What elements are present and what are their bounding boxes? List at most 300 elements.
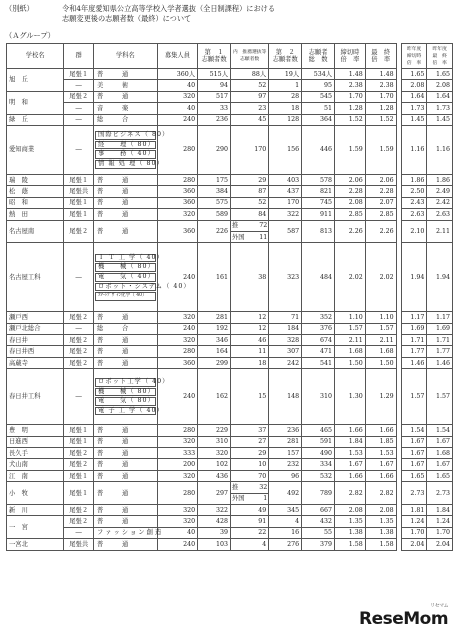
- col-header-total: 志願者 総 数: [302, 44, 335, 69]
- table-cell: 515人: [198, 69, 231, 80]
- table-cell: 10: [231, 459, 269, 470]
- table-cell: 428: [198, 516, 231, 527]
- table-cell: 2.50: [401, 186, 426, 197]
- table-cell: 23: [231, 103, 269, 114]
- table-cell: 471: [302, 346, 335, 357]
- table-cell: 2.73: [427, 482, 453, 505]
- inner-value: 1: [263, 495, 268, 503]
- table-cell: 2.04: [427, 539, 453, 550]
- table-cell: 普 通: [94, 91, 158, 102]
- table-cell: 尾張２: [64, 335, 94, 346]
- inner-label: 推: [232, 483, 239, 491]
- col-header-cutoff: 締切時 倍 率: [335, 44, 366, 69]
- col-header-prev-final: 昨年度 最 終 倍 率: [427, 44, 453, 69]
- table-cell: 1.66: [365, 425, 396, 436]
- inner-label: 外国: [232, 495, 245, 503]
- table-cell: 1.53: [335, 448, 366, 459]
- doc-title-line2: 志願変更後の志願者数（最終）について: [62, 14, 192, 23]
- table-cell: 346: [198, 335, 231, 346]
- table-cell: 97: [231, 91, 269, 102]
- table-cell: 尾張１: [64, 482, 94, 505]
- table-cell: 33: [198, 103, 231, 114]
- table-cell: 2.63: [401, 209, 426, 220]
- table-cell: 1.57: [427, 369, 453, 425]
- table-cell: 2.02: [335, 243, 366, 312]
- table-cell: 320: [157, 335, 197, 346]
- table-cell: 普 通: [94, 436, 158, 447]
- table-cell: 323: [269, 243, 302, 312]
- table-cell: 162: [198, 369, 231, 425]
- table-cell: 91: [231, 516, 269, 527]
- table-cell: 1.46: [401, 357, 426, 368]
- table-cell: 587: [269, 220, 302, 243]
- school-name: 愛知商業: [7, 125, 64, 174]
- table-cell: ―: [64, 369, 94, 425]
- table-cell: 1.10: [365, 312, 396, 323]
- table-cell: ―: [64, 527, 94, 538]
- school-name: 瀬戸西: [7, 312, 64, 323]
- table-cell: 2.38: [335, 80, 366, 91]
- school-name: 一宮北: [7, 539, 64, 550]
- table-cell: 403: [269, 174, 302, 185]
- table-cell: 尾張２: [64, 459, 94, 470]
- col-header-second: 第 ２ 志願者数: [269, 44, 302, 69]
- table-row: [7, 470, 453, 481]
- table-cell: 384: [198, 186, 231, 197]
- table-cell: 2.11: [335, 335, 366, 346]
- table-cell: 1.70: [335, 91, 366, 102]
- table-cell: 尾張共: [64, 186, 94, 197]
- table-cell: 1.29: [365, 369, 396, 425]
- table-cell: 普 通: [94, 459, 158, 470]
- table-cell: 1.68: [365, 346, 396, 357]
- table-row: [7, 369, 453, 425]
- table-cell: 376: [302, 323, 335, 334]
- table-cell: 2.82: [335, 482, 366, 505]
- table-cell: 322: [269, 209, 302, 220]
- table-cell: 1.65: [401, 69, 426, 80]
- table-cell: 1.57: [365, 323, 396, 334]
- table-cell: 1.77: [401, 346, 426, 357]
- table-cell: 240: [157, 369, 197, 425]
- table-cell: 320: [198, 448, 231, 459]
- table-cell: 尾張１: [64, 174, 94, 185]
- table-row: [7, 504, 453, 515]
- table-cell: 242: [269, 357, 302, 368]
- table-cell: 1.57: [401, 369, 426, 425]
- table-cell: 普 通: [94, 209, 158, 220]
- table-cell: 276: [269, 539, 302, 550]
- school-name: 熱 田: [7, 209, 64, 220]
- table-row: [7, 527, 453, 538]
- table-cell: 1.67: [401, 436, 426, 447]
- table-cell: 尾張１: [64, 69, 94, 80]
- table-cell: ―: [64, 80, 94, 91]
- table-cell: 1.54: [427, 425, 453, 436]
- table-cell: 普 通: [94, 174, 158, 185]
- table-cell: 1.67: [427, 436, 453, 447]
- table-cell: 2.28: [365, 186, 396, 197]
- table-cell: 88人: [231, 69, 269, 80]
- dept-sublist: [94, 369, 170, 425]
- table-cell: 175: [198, 174, 231, 185]
- table-row: [7, 323, 453, 334]
- table-cell: 1.77: [427, 346, 453, 357]
- table-cell: 1.45: [401, 114, 426, 125]
- table-cell: 95: [302, 80, 335, 91]
- table-cell: 1.71: [401, 335, 426, 346]
- table-cell: 360: [157, 220, 197, 243]
- table-cell: 1.67: [335, 459, 366, 470]
- table-cell: 尾張２: [64, 448, 94, 459]
- table-cell: 46: [231, 335, 269, 346]
- table-cell: 尾張２: [64, 516, 94, 527]
- table-row: [7, 197, 453, 208]
- table-cell: 1.64: [427, 91, 453, 102]
- table-row: [7, 80, 453, 91]
- table-cell: 492: [269, 482, 302, 505]
- table-cell: 161: [198, 243, 231, 312]
- inner-value: 72: [259, 222, 268, 230]
- dept-sublist: [94, 125, 170, 174]
- table-cell: 普 通: [94, 346, 158, 357]
- table-cell: 普 通: [94, 516, 158, 527]
- table-cell: 2.08: [401, 80, 426, 91]
- table-cell: 436: [198, 470, 231, 481]
- table-cell: ―: [64, 323, 94, 334]
- table-cell: 40: [157, 527, 197, 538]
- dept-item: 事 務（ 40）: [95, 150, 156, 159]
- table-cell: 360: [157, 197, 197, 208]
- table-cell: 575: [198, 197, 231, 208]
- table-cell: 789: [302, 482, 335, 505]
- table-cell: 333: [157, 448, 197, 459]
- table-cell: 4: [231, 539, 269, 550]
- table-cell: 484: [302, 243, 335, 312]
- table-cell: 156: [269, 125, 302, 174]
- table-cell: 普 通: [94, 448, 158, 459]
- table-cell: 15: [231, 369, 269, 425]
- table-cell: 尾張２: [64, 220, 94, 243]
- table-cell: 1.70: [365, 91, 396, 102]
- table-cell: 2.10: [401, 220, 426, 243]
- table-cell: 29: [231, 174, 269, 185]
- table-cell: 1.35: [365, 516, 396, 527]
- dept-item: ロボット工学（ 40）: [95, 378, 156, 387]
- col-header-quota: 募集人員: [157, 44, 197, 69]
- table-cell: 1.67: [427, 459, 453, 470]
- dept-item: 電 気（ 40）: [95, 273, 156, 282]
- col-header-prev-cutoff: 昨年度 締切時 倍 率: [401, 44, 426, 69]
- table-cell: 379: [302, 539, 335, 550]
- table-cell: ―: [64, 243, 94, 312]
- table-cell: 2.02: [365, 243, 396, 312]
- table-cell: 1.67: [401, 448, 426, 459]
- col-header-first: 第 １ 志願者数: [198, 44, 231, 69]
- table-cell: 1.86: [427, 174, 453, 185]
- table-cell: 27: [231, 436, 269, 447]
- table-cell: 96: [269, 470, 302, 481]
- table-row: [7, 459, 453, 470]
- dept-item: 機 械（ 80）: [95, 263, 156, 272]
- table-cell: 1.94: [427, 243, 453, 312]
- table-cell: 普 通: [94, 220, 158, 243]
- table-cell: 2.08: [335, 504, 366, 515]
- table-header-row: [7, 44, 453, 69]
- table-cell: 94: [198, 80, 231, 91]
- table-cell: ―: [64, 114, 94, 125]
- table-cell: 45: [231, 114, 269, 125]
- table-cell: 1.59: [335, 125, 366, 174]
- table-cell: 1.58: [365, 539, 396, 550]
- table-cell: 674: [302, 335, 335, 346]
- table-cell: 1.54: [401, 425, 426, 436]
- table-cell: 12: [231, 312, 269, 323]
- inner-label: 推: [232, 222, 239, 230]
- table-cell: 19人: [269, 69, 302, 80]
- school-name: 小 牧: [7, 482, 64, 505]
- table-cell: 2.85: [335, 209, 366, 220]
- table-cell: 148: [269, 369, 302, 425]
- inner-value: 11: [259, 233, 268, 241]
- table-cell: 11: [231, 346, 269, 357]
- table-cell: 164: [198, 346, 231, 357]
- table-cell: 280: [157, 125, 197, 174]
- table-cell: 1.28: [365, 103, 396, 114]
- table-cell: 667: [302, 504, 335, 515]
- school-name: 犬山南: [7, 459, 64, 470]
- table-cell: 170: [269, 197, 302, 208]
- table-cell: 1.24: [427, 516, 453, 527]
- applicant-table-wrap: [6, 43, 453, 551]
- table-cell: 1.52: [365, 114, 396, 125]
- table-cell: 322: [198, 504, 231, 515]
- table-cell: 尾張２: [64, 504, 94, 515]
- table-cell: 1: [269, 80, 302, 91]
- table-cell: 320: [157, 91, 197, 102]
- table-cell: 320: [157, 436, 197, 447]
- table-cell: 184: [269, 323, 302, 334]
- table-cell: 1.66: [365, 470, 396, 481]
- table-cell: 音 楽: [94, 103, 158, 114]
- table-cell: 1.64: [401, 91, 426, 102]
- table-cell: 美 術: [94, 80, 158, 91]
- table-cell: 普 通: [94, 504, 158, 515]
- table-cell: 尾張１: [64, 470, 94, 481]
- table-cell: 591: [302, 436, 335, 447]
- col-header-dept: 学科名: [94, 44, 158, 69]
- table-cell: 2.11: [365, 335, 396, 346]
- table-cell: 821: [302, 186, 335, 197]
- table-cell: 2.42: [427, 197, 453, 208]
- table-row: [7, 186, 453, 197]
- table-cell: 尾張１: [64, 425, 94, 436]
- table-cell: 尾張２: [64, 346, 94, 357]
- table-cell: 1.94: [401, 243, 426, 312]
- table-cell: 1.81: [401, 504, 426, 515]
- table-cell: 236: [198, 114, 231, 125]
- table-row: [7, 125, 453, 174]
- table-cell: 232: [269, 459, 302, 470]
- table-cell: 1.48: [335, 69, 366, 80]
- school-name: 日進西: [7, 436, 64, 447]
- table-cell: 1.53: [365, 448, 396, 459]
- table-cell: 1.52: [335, 114, 366, 125]
- table-cell: 578: [302, 174, 335, 185]
- table-cell: 745: [302, 197, 335, 208]
- table-cell: 320: [157, 312, 197, 323]
- table-cell: 1.10: [335, 312, 366, 323]
- table-cell: 307: [269, 346, 302, 357]
- table-cell: 37: [231, 425, 269, 436]
- table-cell: 1.73: [427, 103, 453, 114]
- table-cell: ファッション創造: [94, 527, 158, 538]
- table-cell: 1.70: [401, 527, 426, 538]
- table-cell: 1.38: [335, 527, 366, 538]
- dept-item: 機 械（ 80）: [95, 388, 156, 397]
- school-name: 長久手: [7, 448, 64, 459]
- table-cell: 1.16: [427, 125, 453, 174]
- table-cell: 2.38: [365, 80, 396, 91]
- table-cell: 532: [302, 470, 335, 481]
- table-cell: 普 通: [94, 425, 158, 436]
- table-body: [7, 69, 453, 551]
- inner-split-cell: [231, 231, 269, 242]
- table-cell: 普 通: [94, 335, 158, 346]
- table-cell: 尾張１: [64, 209, 94, 220]
- table-cell: 1.16: [401, 125, 426, 174]
- table-cell: 普 通: [94, 197, 158, 208]
- table-cell: 1.48: [365, 69, 396, 80]
- table-cell: 1.69: [401, 323, 426, 334]
- table-cell: 16: [269, 527, 302, 538]
- table-cell: 尾張２: [64, 357, 94, 368]
- table-cell: 103: [198, 539, 231, 550]
- table-row: [7, 346, 453, 357]
- table-cell: 299: [198, 357, 231, 368]
- table-cell: 240: [157, 323, 197, 334]
- school-name: 緑 丘: [7, 114, 64, 125]
- table-cell: 38: [231, 243, 269, 312]
- table-cell: 普 通: [94, 69, 158, 80]
- table-cell: 200: [157, 459, 197, 470]
- table-row: [7, 69, 453, 80]
- table-cell: 2.85: [365, 209, 396, 220]
- dept-item: ｽﾏｰﾄﾃﾞｻﾞｲﾝ化学（ 40）: [95, 292, 156, 301]
- table-cell: 尾張１: [64, 436, 94, 447]
- table-cell: 1.68: [335, 346, 366, 357]
- table-cell: 534人: [302, 69, 335, 80]
- table-cell: 87: [231, 186, 269, 197]
- school-name: 春日井西: [7, 346, 64, 357]
- table-cell: 360: [157, 357, 197, 368]
- table-cell: 240: [157, 243, 197, 312]
- table-cell: 51: [302, 103, 335, 114]
- table-row: [7, 482, 453, 493]
- table-cell: 310: [302, 369, 335, 425]
- table-cell: 1.17: [427, 312, 453, 323]
- table-cell: 1.68: [427, 448, 453, 459]
- table-cell: 281: [198, 312, 231, 323]
- table-row: [7, 103, 453, 114]
- school-name: 名古屋工科: [7, 243, 64, 312]
- table-cell: 541: [302, 357, 335, 368]
- table-cell: 2.04: [401, 539, 426, 550]
- table-cell: 2.06: [335, 174, 366, 185]
- inner-split-cell: [231, 220, 269, 231]
- table-cell: 1.70: [427, 527, 453, 538]
- table-cell: 1.50: [335, 357, 366, 368]
- table-cell: 1.65: [427, 69, 453, 80]
- table-cell: 320: [157, 470, 197, 481]
- table-cell: 1.50: [365, 357, 396, 368]
- table-cell: 4: [269, 516, 302, 527]
- table-cell: 55: [302, 527, 335, 538]
- table-cell: 39: [198, 527, 231, 538]
- table-cell: 普 通: [94, 470, 158, 481]
- table-cell: 364: [302, 114, 335, 125]
- table-cell: 545: [302, 91, 335, 102]
- table-cell: 310: [198, 436, 231, 447]
- col-header-gun: 群: [64, 44, 94, 69]
- table-cell: 334: [302, 459, 335, 470]
- table-cell: 1.67: [365, 459, 396, 470]
- table-cell: 320: [157, 209, 197, 220]
- table-cell: 1.30: [335, 369, 366, 425]
- resemom-logo: リセマム ReseMom: [359, 603, 449, 629]
- table-cell: 240: [157, 539, 197, 550]
- table-row: [7, 220, 453, 231]
- table-row: [7, 357, 453, 368]
- inner-split-cell: [231, 482, 269, 493]
- table-row: [7, 516, 453, 527]
- table-cell: 1.84: [427, 504, 453, 515]
- inner-split-cell: [231, 493, 269, 504]
- table-row: [7, 312, 453, 323]
- table-cell: 総 合: [94, 114, 158, 125]
- table-row: [7, 436, 453, 447]
- table-cell: 446: [302, 125, 335, 174]
- table-cell: 普 通: [94, 482, 158, 505]
- table-cell: 328: [269, 335, 302, 346]
- table-cell: 1.66: [335, 470, 366, 481]
- school-name: 高蔵寺: [7, 357, 64, 368]
- table-cell: 280: [157, 425, 197, 436]
- table-cell: 280: [157, 174, 197, 185]
- table-cell: 1.73: [401, 103, 426, 114]
- table-cell: 18: [231, 357, 269, 368]
- table-row: [7, 335, 453, 346]
- table-cell: 1.65: [427, 470, 453, 481]
- table-row: [7, 209, 453, 220]
- table-cell: 2.26: [335, 220, 366, 243]
- table-cell: 2.08: [365, 504, 396, 515]
- table-cell: 1.66: [335, 425, 366, 436]
- table-cell: 128: [269, 114, 302, 125]
- annex-label: （別紙）: [5, 4, 34, 13]
- table-cell: 1.67: [401, 459, 426, 470]
- table-cell: 1.24: [401, 516, 426, 527]
- table-row: [7, 448, 453, 459]
- table-cell: 352: [302, 312, 335, 323]
- table-cell: 102: [198, 459, 231, 470]
- table-cell: 240: [157, 114, 197, 125]
- table-cell: 普 通: [94, 312, 158, 323]
- applicant-table: [6, 43, 453, 551]
- table-cell: 229: [198, 425, 231, 436]
- table-cell: 40: [157, 103, 197, 114]
- table-cell: 2.08: [335, 197, 366, 208]
